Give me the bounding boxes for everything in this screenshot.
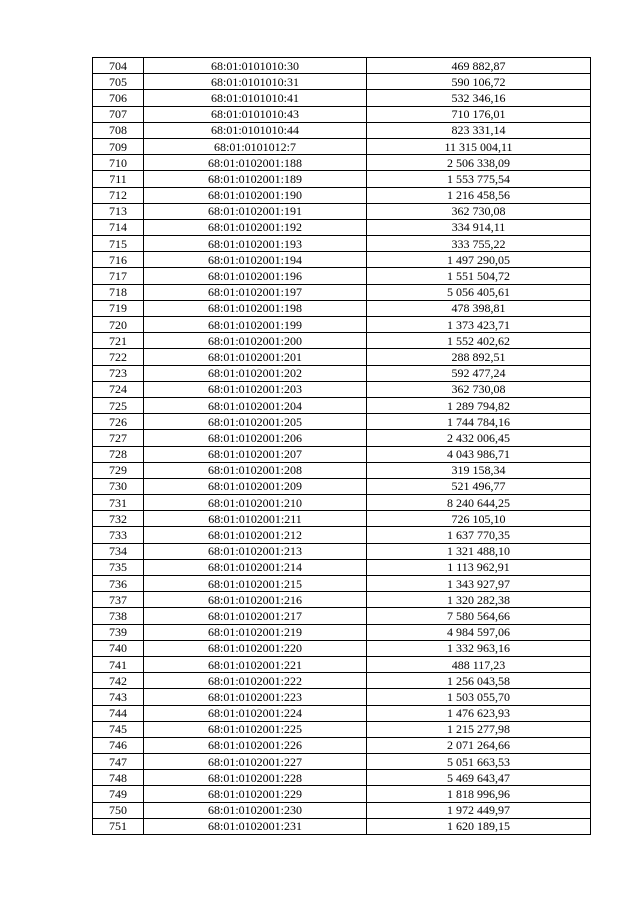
row-number-cell: 723	[93, 365, 144, 381]
row-number-cell: 706	[93, 90, 144, 106]
table-row	[93, 737, 591, 753]
cadastral-number-cell: 68:01:0102001:221	[144, 656, 367, 672]
row-number-cell: 710	[93, 155, 144, 171]
table-row	[93, 495, 591, 511]
cadastral-value-cell: 1 113 962,91	[367, 559, 591, 575]
cadastral-number-cell: 68:01:0102001:217	[144, 608, 367, 624]
row-number-cell: 734	[93, 543, 144, 559]
row-number-cell: 727	[93, 430, 144, 446]
row-number-cell: 740	[93, 640, 144, 656]
table-row	[93, 349, 591, 365]
cadastral-value-cell: 288 892,51	[367, 349, 591, 365]
cadastral-number-cell: 68:01:0101010:31	[144, 74, 367, 90]
cadastral-value-cell: 488 117,23	[367, 656, 591, 672]
cadastral-value-cell: 1 503 055,70	[367, 689, 591, 705]
table-row	[93, 365, 591, 381]
table-row	[93, 74, 591, 90]
table-row	[93, 138, 591, 154]
row-number-cell: 746	[93, 737, 144, 753]
row-number-cell: 722	[93, 349, 144, 365]
table-row	[93, 511, 591, 527]
cadastral-value-cell: 823 331,14	[367, 122, 591, 138]
cadastral-value-cell: 1 551 504,72	[367, 268, 591, 284]
cadastral-value-cell: 333 755,22	[367, 236, 591, 252]
table-row	[93, 478, 591, 494]
row-number-cell: 725	[93, 397, 144, 413]
row-number-cell: 712	[93, 187, 144, 203]
cadastral-number-cell: 68:01:0102001:224	[144, 705, 367, 721]
cadastral-value-cell: 4 984 597,06	[367, 624, 591, 640]
cadastral-value-cell: 590 106,72	[367, 74, 591, 90]
cadastral-value-cell: 2 071 264,66	[367, 737, 591, 753]
cadastral-value-cell: 478 398,81	[367, 300, 591, 316]
row-number-cell: 718	[93, 284, 144, 300]
row-number-cell: 748	[93, 770, 144, 786]
cadastral-number-cell: 68:01:0102001:193	[144, 236, 367, 252]
cadastral-number-cell: 68:01:0102001:213	[144, 543, 367, 559]
cadastral-number-cell: 68:01:0102001:198	[144, 300, 367, 316]
cadastral-number-cell: 68:01:0102001:197	[144, 284, 367, 300]
table-row	[93, 300, 591, 316]
cadastral-number-cell: 68:01:0102001:205	[144, 414, 367, 430]
cadastral-number-cell: 68:01:0102001:190	[144, 187, 367, 203]
table-row	[93, 721, 591, 737]
cadastral-value-cell: 2 506 338,09	[367, 155, 591, 171]
cadastral-number-cell: 68:01:0102001:194	[144, 252, 367, 268]
cadastral-number-cell: 68:01:0102001:225	[144, 721, 367, 737]
cadastral-value-cell: 1 553 775,54	[367, 171, 591, 187]
table-row	[93, 592, 591, 608]
table-row	[93, 236, 591, 252]
cadastral-value-cell: 592 477,24	[367, 365, 591, 381]
table-row	[93, 543, 591, 559]
table-row	[93, 559, 591, 575]
cadastral-number-cell: 68:01:0102001:216	[144, 592, 367, 608]
cadastral-value-cell: 1 373 423,71	[367, 317, 591, 333]
row-number-cell: 731	[93, 495, 144, 511]
cadastral-value-cell: 2 432 006,45	[367, 430, 591, 446]
row-number-cell: 720	[93, 317, 144, 333]
cadastral-number-cell: 68:01:0102001:196	[144, 268, 367, 284]
cadastral-value-cell: 1 818 996,96	[367, 786, 591, 802]
row-number-cell: 724	[93, 381, 144, 397]
cadastral-number-cell: 68:01:0102001:231	[144, 818, 367, 834]
cadastral-number-cell: 68:01:0102001:229	[144, 786, 367, 802]
row-number-cell: 719	[93, 300, 144, 316]
cadastral-number-cell: 68:01:0102001:192	[144, 219, 367, 235]
row-number-cell: 738	[93, 608, 144, 624]
table-row	[93, 284, 591, 300]
table-row	[93, 640, 591, 656]
table-row	[93, 58, 591, 74]
cadastral-value-cell: 362 730,08	[367, 381, 591, 397]
cadastral-number-cell: 68:01:0102001:188	[144, 155, 367, 171]
cadastral-number-cell: 68:01:0102001:203	[144, 381, 367, 397]
cadastral-value-cell: 5 469 643,47	[367, 770, 591, 786]
table-row	[93, 414, 591, 430]
cadastral-value-cell: 1 332 963,16	[367, 640, 591, 656]
cadastral-value-cell: 521 496,77	[367, 478, 591, 494]
cadastral-value-cell: 1 321 488,10	[367, 543, 591, 559]
cadastral-value-cell: 532 346,16	[367, 90, 591, 106]
table-row	[93, 187, 591, 203]
cadastral-value-cell: 1 216 458,56	[367, 187, 591, 203]
row-number-cell: 711	[93, 171, 144, 187]
cadastral-number-cell: 68:01:0102001:219	[144, 624, 367, 640]
cadastral-number-cell: 68:01:0101010:30	[144, 58, 367, 74]
row-number-cell: 721	[93, 333, 144, 349]
table-row	[93, 106, 591, 122]
table-body	[93, 58, 591, 835]
row-number-cell: 716	[93, 252, 144, 268]
cadastral-value-cell: 1 289 794,82	[367, 397, 591, 413]
cadastral-number-cell: 68:01:0102001:200	[144, 333, 367, 349]
cadastral-value-cell: 5 056 405,61	[367, 284, 591, 300]
row-number-cell: 715	[93, 236, 144, 252]
cadastral-value-cell: 1 620 189,15	[367, 818, 591, 834]
row-number-cell: 745	[93, 721, 144, 737]
table-row	[93, 656, 591, 672]
table-row	[93, 689, 591, 705]
cadastral-value-cell: 1 497 290,05	[367, 252, 591, 268]
row-number-cell: 726	[93, 414, 144, 430]
cadastral-value-cell: 726 105,10	[367, 511, 591, 527]
row-number-cell: 709	[93, 138, 144, 154]
table-row	[93, 446, 591, 462]
table-row	[93, 333, 591, 349]
cadastral-number-cell: 68:01:0102001:211	[144, 511, 367, 527]
cadastral-number-cell: 68:01:0102001:228	[144, 770, 367, 786]
cadastral-number-cell: 68:01:0102001:208	[144, 462, 367, 478]
table-row	[93, 203, 591, 219]
cadastral-number-cell: 68:01:0101010:41	[144, 90, 367, 106]
table-row	[93, 219, 591, 235]
table-row	[93, 705, 591, 721]
cadastral-value-cell: 5 051 663,53	[367, 754, 591, 770]
row-number-cell: 708	[93, 122, 144, 138]
table-row	[93, 786, 591, 802]
cadastral-value-cell: 11 315 004,11	[367, 138, 591, 154]
table-row	[93, 317, 591, 333]
table-row	[93, 90, 591, 106]
cadastral-number-cell: 68:01:0102001:223	[144, 689, 367, 705]
row-number-cell: 744	[93, 705, 144, 721]
row-number-cell: 750	[93, 802, 144, 818]
cadastral-number-cell: 68:01:0102001:202	[144, 365, 367, 381]
table-row	[93, 754, 591, 770]
cadastral-value-cell: 1 552 402,62	[367, 333, 591, 349]
cadastral-number-cell: 68:01:0102001:226	[144, 737, 367, 753]
cadastral-number-cell: 68:01:0102001:199	[144, 317, 367, 333]
cadastral-value-cell: 362 730,08	[367, 203, 591, 219]
table-row	[93, 608, 591, 624]
cadastral-number-cell: 68:01:0102001:220	[144, 640, 367, 656]
row-number-cell: 729	[93, 462, 144, 478]
row-number-cell: 714	[93, 219, 144, 235]
row-number-cell: 707	[93, 106, 144, 122]
cadastral-value-cell: 1 972 449,97	[367, 802, 591, 818]
table-row	[93, 252, 591, 268]
cadastral-number-cell: 68:01:0102001:230	[144, 802, 367, 818]
cadastral-number-cell: 68:01:0102001:201	[144, 349, 367, 365]
table-row	[93, 397, 591, 413]
row-number-cell: 735	[93, 559, 144, 575]
row-number-cell: 730	[93, 478, 144, 494]
row-number-cell: 733	[93, 527, 144, 543]
cadastral-value-cell: 469 882,87	[367, 58, 591, 74]
cadastral-number-cell: 68:01:0102001:210	[144, 495, 367, 511]
row-number-cell: 713	[93, 203, 144, 219]
row-number-cell: 704	[93, 58, 144, 74]
table-row	[93, 171, 591, 187]
row-number-cell: 705	[93, 74, 144, 90]
table-row	[93, 122, 591, 138]
table-row	[93, 268, 591, 284]
cadastral-number-cell: 68:01:0102001:206	[144, 430, 367, 446]
cadastral-value-cell: 4 043 986,71	[367, 446, 591, 462]
table-row	[93, 770, 591, 786]
cadastral-number-cell: 68:01:0102001:207	[144, 446, 367, 462]
row-number-cell: 742	[93, 673, 144, 689]
row-number-cell: 728	[93, 446, 144, 462]
row-number-cell: 736	[93, 576, 144, 592]
cadastral-number-cell: 68:01:0102001:191	[144, 203, 367, 219]
row-number-cell: 741	[93, 656, 144, 672]
row-number-cell: 749	[93, 786, 144, 802]
cadastral-value-cell: 8 240 644,25	[367, 495, 591, 511]
row-number-cell: 743	[93, 689, 144, 705]
cadastral-value-cell: 7 580 564,66	[367, 608, 591, 624]
cadastral-value-cell: 1 343 927,97	[367, 576, 591, 592]
cadastral-value-cell: 334 914,11	[367, 219, 591, 235]
cadastral-number-cell: 68:01:0102001:189	[144, 171, 367, 187]
row-number-cell: 732	[93, 511, 144, 527]
table-row	[93, 673, 591, 689]
cadastral-value-cell: 1 744 784,16	[367, 414, 591, 430]
cadastral-value-cell: 1 637 770,35	[367, 527, 591, 543]
table-row	[93, 818, 591, 834]
table-row	[93, 155, 591, 171]
cadastral-number-cell: 68:01:0102001:212	[144, 527, 367, 543]
cadastral-number-cell: 68:01:0101010:44	[144, 122, 367, 138]
row-number-cell: 717	[93, 268, 144, 284]
cadastral-number-cell: 68:01:0102001:204	[144, 397, 367, 413]
cadastral-number-cell: 68:01:0102001:227	[144, 754, 367, 770]
row-number-cell: 747	[93, 754, 144, 770]
table-row	[93, 462, 591, 478]
cadastral-number-cell: 68:01:0102001:215	[144, 576, 367, 592]
row-number-cell: 737	[93, 592, 144, 608]
cadastral-value-cell: 319 158,34	[367, 462, 591, 478]
table-row	[93, 430, 591, 446]
table-row	[93, 381, 591, 397]
cadastral-number-cell: 68:01:0102001:214	[144, 559, 367, 575]
row-number-cell: 739	[93, 624, 144, 640]
cadastral-value-cell: 1 256 043,58	[367, 673, 591, 689]
cadastral-number-cell: 68:01:0101012:7	[144, 138, 367, 154]
cadastral-value-cell: 1 215 277,98	[367, 721, 591, 737]
cadastral-value-table	[92, 57, 591, 835]
row-number-cell: 751	[93, 818, 144, 834]
table-row	[93, 802, 591, 818]
cadastral-number-cell: 68:01:0102001:222	[144, 673, 367, 689]
cadastral-value-cell: 1 320 282,38	[367, 592, 591, 608]
table-row	[93, 527, 591, 543]
cadastral-number-cell: 68:01:0101010:43	[144, 106, 367, 122]
cadastral-number-cell: 68:01:0102001:209	[144, 478, 367, 494]
cadastral-value-cell: 1 476 623,93	[367, 705, 591, 721]
table-row	[93, 624, 591, 640]
cadastral-value-cell: 710 176,01	[367, 106, 591, 122]
table-row	[93, 576, 591, 592]
